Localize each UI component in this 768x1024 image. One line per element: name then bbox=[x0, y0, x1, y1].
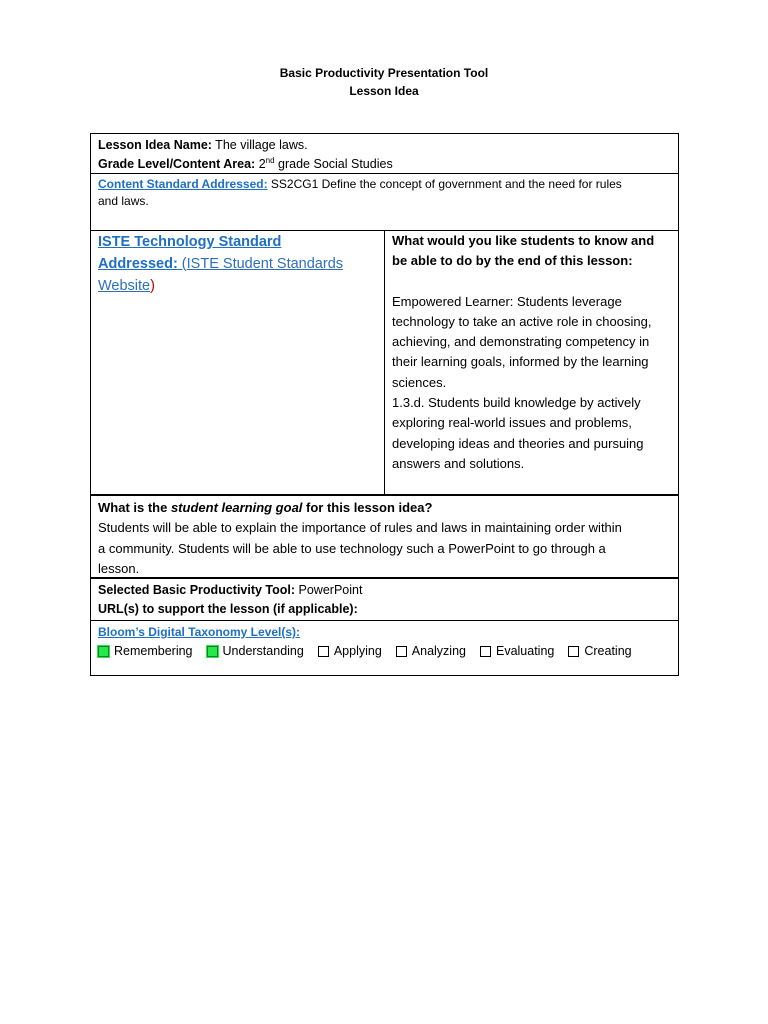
objectives-line: answers and solutions. bbox=[392, 455, 525, 471]
bloom-level-label: Creating bbox=[584, 644, 632, 658]
grade-level-subject: grade Social Studies bbox=[274, 157, 393, 171]
bloom-level-analyzing[interactable] bbox=[396, 641, 466, 661]
tool-line bbox=[98, 581, 671, 600]
grade-level-label: Grade Level/Content Area: bbox=[98, 157, 256, 171]
learning-goal-row bbox=[91, 496, 678, 579]
checkbox-icon[interactable] bbox=[480, 646, 491, 657]
url-label: URL(s) to support the lesson (if applicable): bbox=[98, 602, 358, 616]
checkbox-checked-icon[interactable] bbox=[207, 646, 218, 657]
content-standard-value-2: and laws. bbox=[98, 194, 149, 208]
checkbox-icon[interactable] bbox=[396, 646, 407, 657]
objectives-line: exploring real-world issues and problems, bbox=[392, 415, 632, 431]
checkbox-checked-icon[interactable] bbox=[98, 646, 109, 657]
iste-standard-title bbox=[98, 231, 377, 297]
learning-goal-q-prefix: What is the bbox=[98, 500, 171, 515]
content-standard-text bbox=[98, 176, 671, 210]
objectives-answer bbox=[392, 292, 671, 475]
tool-value: PowerPoint bbox=[295, 583, 363, 597]
iste-website-link-1[interactable]: ISTE Student Standards bbox=[186, 256, 344, 272]
objectives-line: their learning goals, informed by the learning bbox=[392, 354, 649, 370]
learning-goal-line: Students will be able to explain the importance of rules and laws in maintaining order within bbox=[98, 520, 622, 536]
bloom-level-creating[interactable] bbox=[568, 641, 631, 661]
objectives-question-2: be able to do by the end of this lesson: bbox=[392, 253, 633, 269]
objectives-line: technology to take an active role in choosing, bbox=[392, 313, 652, 329]
bloom-level-label: Analyzing bbox=[411, 644, 466, 658]
learning-goal-q-emphasis: student learning goal bbox=[170, 500, 303, 515]
bloom-level-understanding[interactable] bbox=[207, 641, 304, 661]
iste-website-link-2[interactable]: Website bbox=[98, 278, 151, 294]
learning-goal-line: lesson. bbox=[98, 560, 140, 576]
learning-goal-line: a community. Students will be able to use technology such a PowerPoint to go through a bbox=[98, 540, 606, 556]
bloom-levels bbox=[98, 641, 671, 661]
lesson-name-line bbox=[98, 136, 671, 155]
objectives-line: 1.3.d. Students build knowledge by actively bbox=[392, 395, 641, 411]
objectives-line: achieving, and demonstrating competency in bbox=[392, 334, 650, 350]
checkbox-icon[interactable] bbox=[568, 646, 579, 657]
objectives-cell bbox=[385, 231, 678, 494]
objectives-line: sciences. bbox=[392, 374, 447, 390]
objectives-question-1: What would you like students to know and bbox=[392, 233, 655, 248]
bloom-level-label: Understanding bbox=[222, 644, 304, 658]
grade-level-suffix: nd bbox=[265, 155, 275, 165]
grade-level-number: 2 bbox=[255, 157, 266, 171]
objectives-line: developing ideas and theories and pursuing bbox=[392, 435, 644, 451]
document-subtitle: Lesson Idea bbox=[349, 84, 419, 98]
objectives-question bbox=[392, 231, 671, 272]
learning-goal-answer bbox=[98, 518, 671, 579]
lesson-name-row bbox=[91, 134, 678, 174]
learning-goal-q-suffix: for this lesson idea? bbox=[302, 500, 433, 515]
standards-objectives-row bbox=[91, 231, 678, 496]
iste-standard-title-2: Addressed: bbox=[98, 256, 178, 272]
lesson-name-value: The village laws. bbox=[211, 138, 308, 152]
grade-level-line bbox=[98, 155, 671, 174]
iste-standard-cell bbox=[91, 231, 385, 494]
bloom-level-label: Applying bbox=[333, 644, 382, 658]
content-standard-label: Content Standard Addressed: bbox=[98, 177, 268, 191]
bloom-level-label: Evaluating bbox=[495, 644, 555, 658]
productivity-tool-row bbox=[91, 579, 678, 621]
lesson-table bbox=[90, 133, 679, 676]
document-title: Basic Productivity Presentation Tool bbox=[279, 66, 489, 80]
lesson-name-label: Lesson Idea Name: bbox=[98, 138, 212, 152]
objectives-line: Empowered Learner: Students leverage bbox=[392, 293, 622, 309]
tool-label: Selected Basic Productivity Tool: bbox=[98, 583, 296, 597]
checkbox-icon[interactable] bbox=[318, 646, 329, 657]
bloom-level-remembering[interactable] bbox=[98, 641, 193, 661]
bloom-level-applying[interactable] bbox=[318, 641, 382, 661]
iste-paren-open: ( bbox=[177, 256, 187, 272]
content-standard-row bbox=[91, 174, 678, 231]
bloom-taxonomy-row bbox=[91, 621, 678, 675]
learning-goal-question bbox=[98, 498, 671, 518]
iste-paren-close: ) bbox=[150, 278, 155, 294]
bloom-level-evaluating[interactable] bbox=[480, 641, 554, 661]
content-standard-value-1: SS2CG1 Define the concept of government and the need for rules bbox=[267, 177, 622, 191]
iste-standard-title-1: ISTE Technology Standard bbox=[98, 234, 282, 250]
bloom-taxonomy-title: Bloom’s Digital Taxonomy Level(s): bbox=[98, 625, 301, 639]
bloom-level-label: Remembering bbox=[114, 644, 193, 658]
